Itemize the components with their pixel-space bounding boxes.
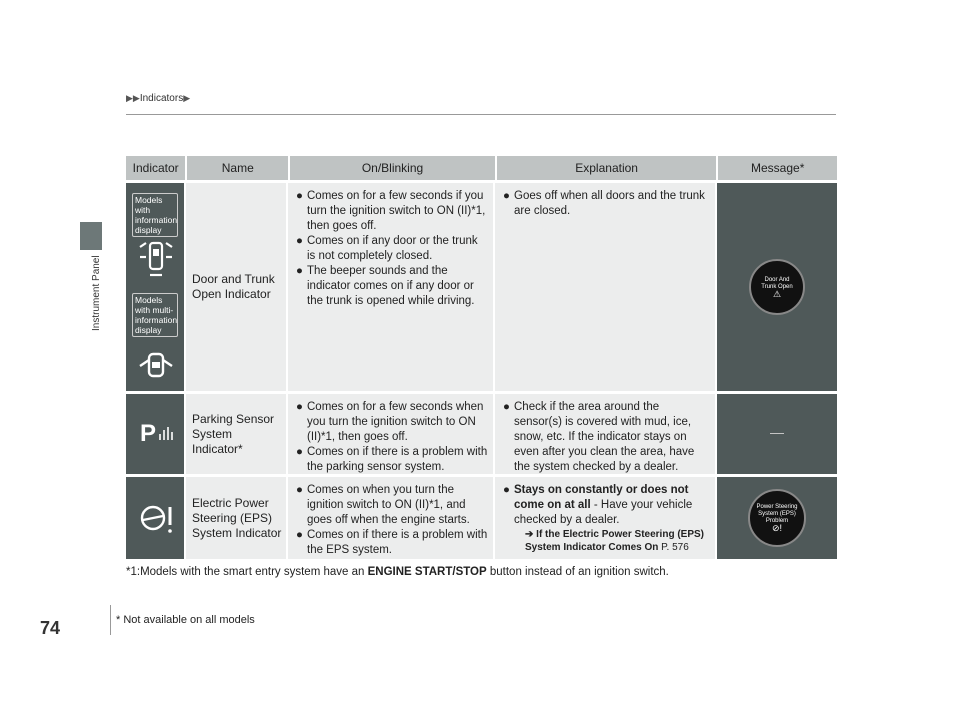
list-item — [503, 189, 710, 219]
bullet-icon: ● — [503, 401, 510, 413]
bullet-icon: ● — [296, 529, 303, 541]
table-row — [126, 183, 837, 391]
header-name: Name — [187, 156, 290, 180]
bullet-icon: ● — [296, 235, 303, 247]
list-item-text: Goes off when all doors and the trunk are closed. — [514, 190, 705, 217]
message-display — [749, 259, 805, 315]
list-item-text: The beeper sounds and the indicator comes on if any door or the trunk is opened while driving. — [307, 265, 475, 307]
breadcrumb[interactable] — [126, 93, 190, 104]
steering-wheel-icon: ⊘! — [771, 523, 783, 533]
message-text: — — [770, 424, 784, 440]
header-message: Message* — [751, 161, 805, 175]
reference-title: If the Electric Power Steering (EPS) System Indicator Comes On — [525, 529, 704, 553]
model-tag: Models with information display — [132, 193, 178, 237]
explanation-cell — [495, 183, 717, 391]
list-item — [296, 400, 488, 445]
note-prefix: *1:Models with the smart entry system have an — [126, 566, 368, 578]
car-door-open-icon — [138, 348, 174, 380]
table-row — [126, 394, 837, 474]
availability-footnote: * Not available on all models — [116, 614, 255, 626]
bullet-icon: ● — [296, 401, 303, 413]
list-item-text: Comes on if there is a problem with the EPS system. — [307, 529, 488, 556]
reference-arrow-icon: ➔ — [525, 529, 537, 540]
bullet-icon: ● — [503, 484, 510, 496]
list-item-text: Comes on when you turn the ignition switch to ON (II)*1, and goes off when the engine starts. — [307, 484, 470, 526]
bullet-icon: ● — [296, 190, 303, 202]
message-cell — [717, 183, 837, 391]
indicator-cell — [126, 394, 186, 474]
header-rule — [126, 114, 836, 115]
bullet-icon: ● — [296, 265, 303, 277]
list-item-text: Comes on if any door or the trunk is not completely closed. — [307, 235, 478, 262]
door-open-icon: ⚠ — [772, 288, 782, 299]
indicator-name: Door and Trunk Open Indicator — [186, 183, 288, 391]
breadcrumb-arrow-icon: ▶ — [183, 93, 191, 103]
list-item-text: Comes on for a few seconds when you turn the ignition switch to ON (II)*1, then goes off. — [307, 401, 484, 443]
list-item — [503, 400, 710, 475]
message-display — [748, 489, 806, 547]
indicator-cell — [126, 183, 186, 391]
list-item — [296, 528, 488, 558]
header-on-blinking: On/Blinking — [290, 156, 497, 180]
explanation-cell — [495, 477, 717, 559]
page-number: 74 — [40, 618, 61, 638]
reference-page: P. 576 — [661, 542, 689, 553]
indicator-table — [126, 156, 837, 559]
parking-sensor-icon — [140, 420, 174, 444]
list-item — [296, 234, 488, 264]
indicator-name: Electric Power Steering (EPS) System Indicator — [186, 477, 288, 559]
svg-text:P: P — [140, 420, 157, 444]
bullet-icon: ● — [296, 446, 303, 458]
note-suffix: button instead of an ignition switch. — [486, 566, 669, 578]
note-bold: ENGINE START/STOP — [367, 566, 487, 578]
section-tab — [80, 222, 102, 250]
header-indicator: Indicator — [126, 156, 187, 180]
explanation-bold: Stays on constantly or does not come on at all — [514, 484, 689, 511]
bullet-icon: ● — [503, 190, 510, 202]
list-item — [503, 483, 710, 528]
on-blinking-cell — [288, 477, 495, 559]
list-item-text: Comes on for a few seconds if you turn the ignition switch to ON (II)*1, then goes off. — [307, 190, 486, 232]
message-text: Door And Trunk Open — [761, 276, 793, 290]
message-text: Power Steering System (EPS) Problem — [756, 504, 798, 524]
list-item — [296, 189, 488, 234]
footnote-ignition — [126, 566, 669, 578]
indicator-cell — [126, 477, 186, 559]
header-explanation: Explanation — [497, 156, 719, 180]
table-row — [126, 477, 837, 559]
door-open-icon — [136, 239, 176, 277]
footnote-divider — [110, 605, 111, 635]
list-item — [296, 483, 488, 528]
section-label: Instrument Panel — [91, 255, 102, 331]
message-cell — [717, 477, 837, 559]
model-tag: Models with multi-information display — [132, 293, 178, 337]
list-item-text: Comes on if there is a problem with the parking sensor system. — [307, 446, 488, 473]
cross-reference-link[interactable] — [503, 528, 710, 554]
on-blinking-cell — [288, 394, 495, 474]
on-blinking-cell — [288, 183, 495, 391]
list-item-text — [514, 483, 710, 528]
breadcrumb-label: Indicators — [139, 93, 184, 104]
list-item-text: Check if the area around the sensor(s) is covered with mud, ice, snow, etc. If the indicator stays on even after you clean the area, have the system checked by a dealer. — [514, 401, 695, 473]
bullet-icon: ● — [296, 484, 303, 496]
breadcrumb-arrow-icon: ▶▶ — [126, 93, 140, 103]
table-header — [126, 156, 837, 180]
list-item — [296, 264, 488, 309]
steering-wheel-icon — [140, 501, 174, 535]
indicator-name: Parking Sensor System Indicator* — [186, 394, 288, 474]
message-cell — [717, 394, 837, 474]
explanation-cell — [495, 394, 717, 474]
list-item — [296, 445, 488, 475]
explanation-rest: - Have your vehicle checked by a dealer. — [514, 499, 693, 526]
